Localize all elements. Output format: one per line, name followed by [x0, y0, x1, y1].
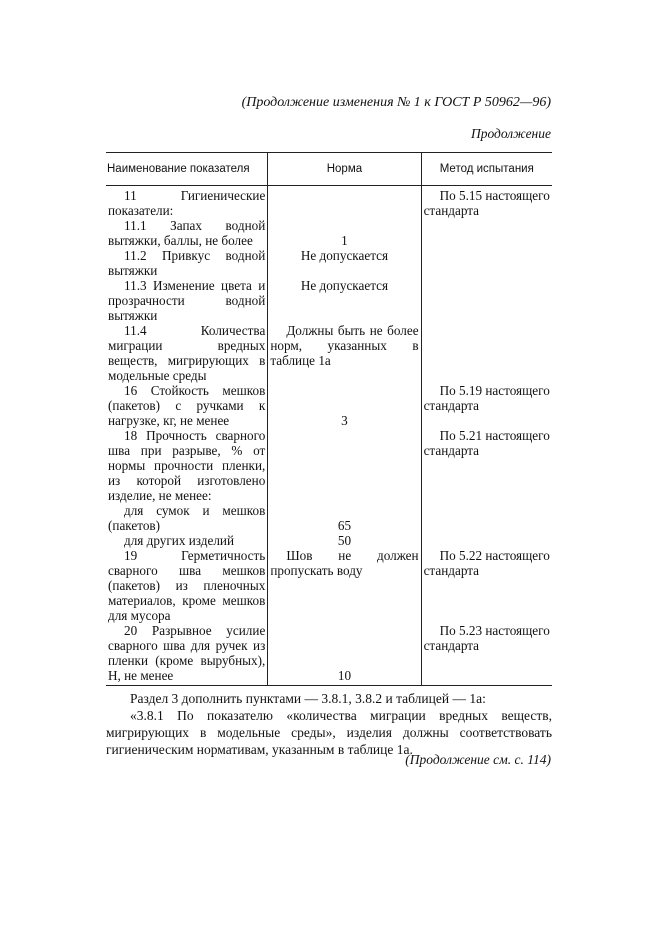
- row-norm: 1: [268, 218, 421, 248]
- row-name: 18 Прочность сварного шва при разрыве, % от нормы прочности пленки, из которой изготовлено изделие, не менее:: [108, 428, 266, 503]
- row-method: По 5.19 настоящего стандарта: [421, 383, 552, 428]
- row-name: 11 Гигиенические показатели:: [108, 188, 266, 218]
- row-norm: Шов не должен пропускать воду: [268, 548, 421, 623]
- row-norm: Должны быть не более норм, указанных в таблице 1а: [268, 323, 421, 383]
- row-method: [421, 248, 552, 278]
- row-name: для других изделий: [124, 533, 235, 548]
- row-method: [421, 323, 552, 383]
- body-paragraph: Раздел 3 дополнить пунктами — 3.8.1, 3.8.2 и таблицей — 1а:: [130, 691, 486, 706]
- row-method: [421, 218, 552, 248]
- row-name: 11.2 Привкус водной вытяжки: [108, 248, 266, 278]
- row-name: 11.1 Запах водной вытяжки, баллы, не более: [108, 218, 266, 248]
- row-method: По 5.22 настоящего стандарта: [421, 548, 552, 623]
- table-row: [106, 278, 552, 323]
- row-name: 16 Стойкость мешков (пакетов) с ручками к нагрузке, кг, не менее: [108, 383, 266, 428]
- row-method: [421, 533, 552, 548]
- table-row: [106, 218, 552, 248]
- footer-continuation: (Продолжение см. с. 114): [405, 752, 551, 767]
- table-row: [106, 323, 552, 383]
- row-name: для сумок и мешков (пакетов): [108, 503, 266, 533]
- indicators-table: [106, 152, 552, 686]
- row-name: 19 Герметичность сварного шва мешков (пакетов) из пленочных материалов, кроме мешков для мусора: [108, 548, 266, 623]
- row-method: [421, 278, 552, 323]
- table-row: [106, 383, 552, 428]
- row-method: [421, 503, 552, 533]
- table-row: [106, 428, 552, 503]
- amendment-header: (Продолжение изменения № 1 к ГОСТ Р 50962—96): [241, 95, 551, 110]
- row-norm: 10: [268, 623, 421, 686]
- row-method: По 5.15 настоящего стандарта: [421, 186, 552, 219]
- column-header-method: Метод испытания: [421, 153, 552, 186]
- table-row: [106, 503, 552, 533]
- row-norm: 50: [268, 533, 421, 548]
- row-name: 20 Разрывное усилие сварного шва для ручек из пленки (кроме вырубных), Н, не менее: [106, 623, 268, 686]
- column-header-norm: Норма: [268, 153, 421, 186]
- table-row: [106, 533, 552, 548]
- row-norm: 65: [268, 503, 421, 533]
- row-name: 11.4 Количества миграции вредных веществ, мигрирующих в модельные среды: [108, 323, 266, 383]
- body-text: [106, 690, 552, 758]
- table-row: [106, 623, 552, 686]
- row-norm: [268, 428, 421, 503]
- continuation-label: Продолжение: [470, 126, 551, 141]
- row-norm: Не допускается: [268, 248, 421, 278]
- column-header-name: Наименование показателя: [106, 153, 268, 186]
- row-method: По 5.23 настоящего стандарта: [421, 623, 552, 686]
- table-row: [106, 186, 552, 219]
- body-paragraph: «3.8.1 По показателю «количества миграции вредных веществ, мигрирующих в модельные среды», изделия должны соответствовать гигиеническим нормативам, указанным в таблице 1а.: [106, 708, 552, 757]
- row-name: 11.3 Изменение цвета и прозрачности водной вытяжки: [108, 278, 266, 323]
- table-row: [106, 248, 552, 278]
- row-norm: Не допускается: [268, 278, 421, 323]
- table-header-row: [106, 153, 552, 186]
- row-norm: [268, 186, 421, 219]
- table-row: [106, 548, 552, 623]
- row-method: По 5.21 настоящего стандарта: [421, 428, 552, 503]
- row-norm: 3: [268, 383, 421, 428]
